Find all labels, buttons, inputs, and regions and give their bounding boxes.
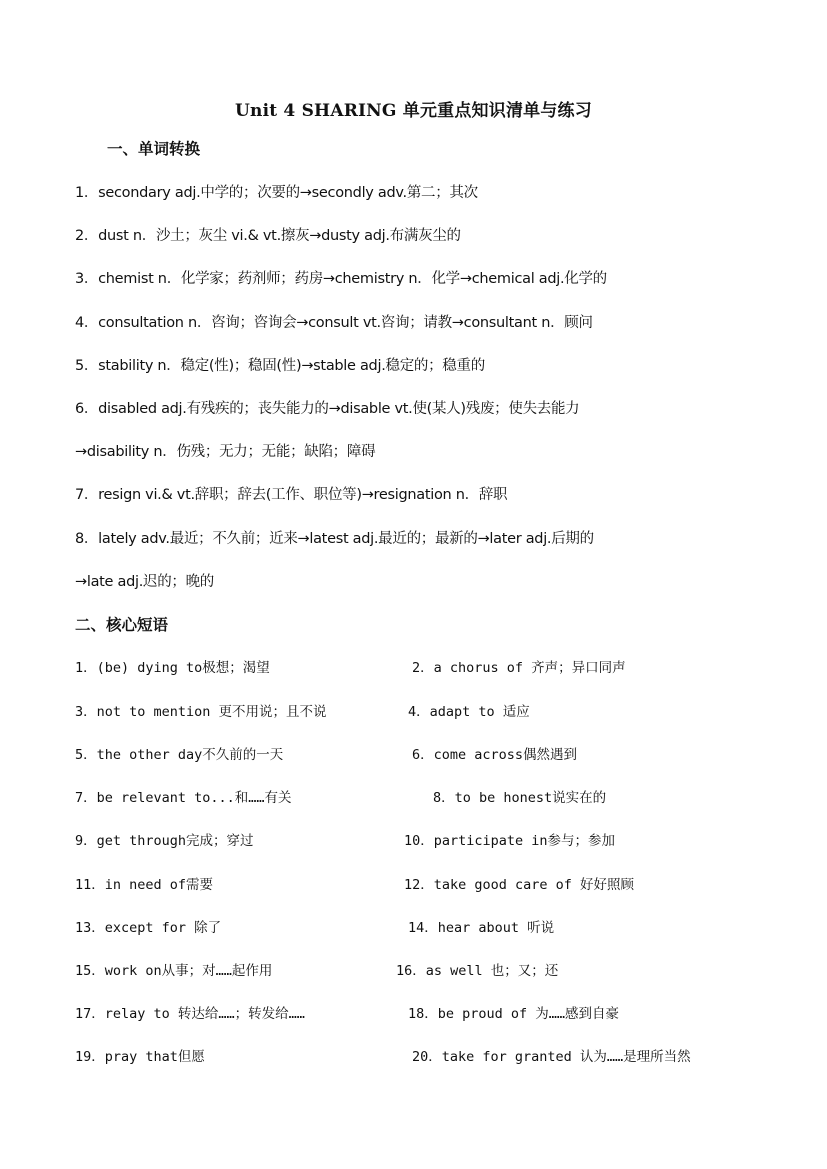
phrase-item: 1．(be) dying to极想；渴望 (75, 660, 270, 676)
vocab-item: 7．resign vi.& vt.辞职；辞去(工作、职位等)→resignation n．辞职 (75, 487, 508, 503)
phrase-item: 13．except for 除了 (75, 920, 222, 936)
phrase-item: 8．to be honest说实在的 (433, 790, 607, 806)
phrase-item: 11．in need of需要 (75, 877, 214, 893)
vocab-item-continuation: →late adj.迟的；晚的 (75, 574, 215, 590)
phrase-item: 2．a chorus of 齐声；异口同声 (412, 660, 626, 676)
vocab-item: 5．stability n．稳定(性)；稳固(性)→stable adj.稳定的；稳重的 (75, 358, 485, 374)
section-heading-vocabulary: 一、单词转换 (107, 140, 201, 158)
phrase-item: 14．hear about 听说 (408, 920, 555, 936)
phrase-item: 12．take good care of 好好照顾 (404, 877, 635, 893)
phrase-item: 17．relay to 转达给……；转发给…… (75, 1006, 305, 1022)
phrase-item: 9．get through完成；穿过 (75, 833, 254, 849)
vocab-item-continuation: →disability n．伤残；无力；无能；缺陷；障碍 (75, 444, 376, 460)
phrase-item: 3．not to mention 更不用说；且不说 (75, 704, 327, 720)
vocab-item: 3．chemist n．化学家；药剂师；药房→chemistry n．化学→chemical adj.化学的 (75, 271, 607, 287)
phrase-item: 5．the other day不久前的一天 (75, 747, 284, 763)
phrase-item: 18．be proud of 为……感到自豪 (408, 1006, 620, 1022)
phrase-item: 19．pray that但愿 (75, 1049, 205, 1065)
phrase-item: 10．participate in参与；参加 (404, 833, 616, 849)
phrase-item: 20．take for granted 认为……是理所当然 (412, 1049, 691, 1065)
vocab-item: 4．consultation n．咨询；咨询会→consult vt.咨询；请教→consultant n．顾问 (75, 315, 593, 331)
vocab-item: 1．secondary adj.中学的；次要的→secondly adv.第二；其次 (75, 185, 478, 201)
phrase-item: 7．be relevant to...和……有关 (75, 790, 292, 806)
phrase-item: 15．work on从事；对……起作用 (75, 963, 273, 979)
phrase-item: 4．adapt to 适应 (408, 704, 530, 720)
section-heading-phrases: 二、核心短语 (75, 616, 169, 634)
phrase-item: 6．come across偶然遇到 (412, 747, 578, 763)
phrase-item: 16．as well 也；又；还 (396, 963, 559, 979)
document-title: Unit 4 SHARING 单元重点知识清单与练习 (235, 101, 592, 121)
vocab-item: 8．lately adv.最近；不久前；近来→latest adj.最近的；最新的→later adj.后期的 (75, 531, 594, 547)
vocab-item: 2．dust n．沙土；灰尘 vi.& vt.擦灰→dusty adj.布满灰尘的 (75, 228, 461, 244)
vocab-item: 6．disabled adj.有残疾的；丧失能力的→disable vt.使(某人)残废；使失去能力 (75, 401, 580, 417)
